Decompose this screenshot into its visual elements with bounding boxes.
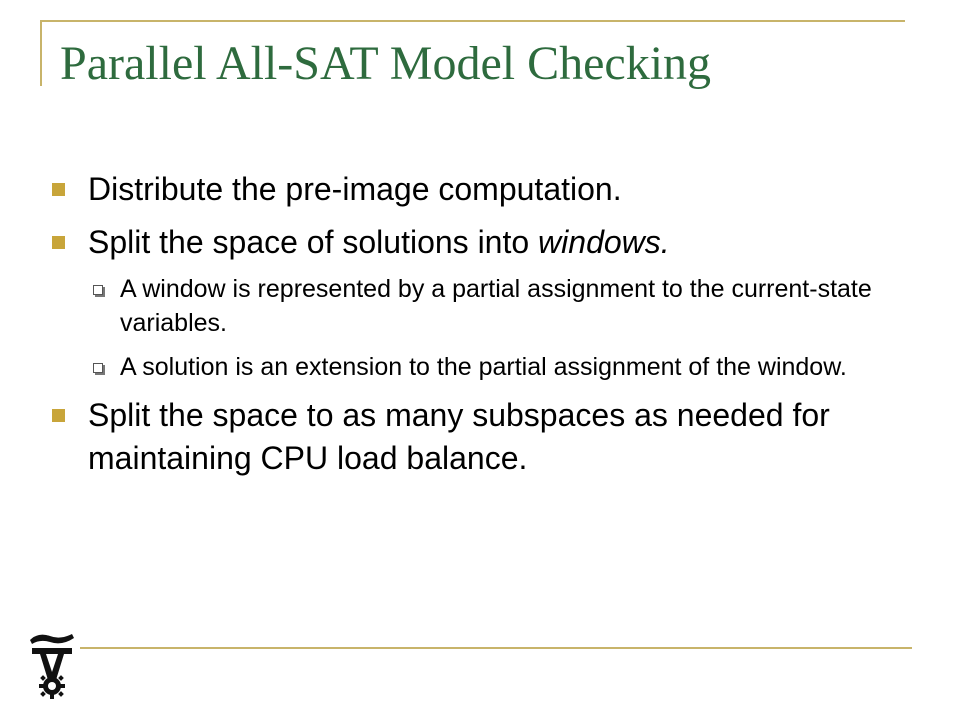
- frame-top-line: [40, 20, 905, 22]
- bullet-text: Distribute the pre-image computation.: [88, 171, 622, 207]
- sub-bullet-item: [50, 350, 910, 384]
- slide-content: [50, 168, 910, 480]
- frame-left-line: [40, 20, 42, 86]
- square-bullet-icon: [52, 409, 65, 422]
- bullet-text-italic: windows.: [538, 224, 670, 260]
- bullet-text: Split the space to as many subspaces as needed for maintaining CPU load balance.: [88, 397, 830, 476]
- square-bullet-icon: [52, 183, 65, 196]
- technion-logo-icon: [24, 628, 80, 700]
- frame-bottom-line: [80, 647, 912, 649]
- bullet-item: [50, 221, 910, 264]
- bullet-item: [50, 394, 910, 480]
- hollow-square-bullet-icon: [93, 363, 103, 373]
- slide-title: Parallel All-SAT Model Checking: [60, 37, 712, 90]
- bullet-item: [50, 168, 910, 211]
- sub-bullet-item: [50, 272, 910, 340]
- sub-bullet-text: A window is represented by a partial assignment to the current-state variables.: [120, 275, 872, 337]
- bullet-text: Split the space of solutions into: [88, 224, 539, 260]
- sub-bullet-text: A solution is an extension to the partial assignment of the window.: [120, 353, 847, 381]
- square-bullet-icon: [52, 236, 65, 249]
- hollow-square-bullet-icon: [93, 285, 103, 295]
